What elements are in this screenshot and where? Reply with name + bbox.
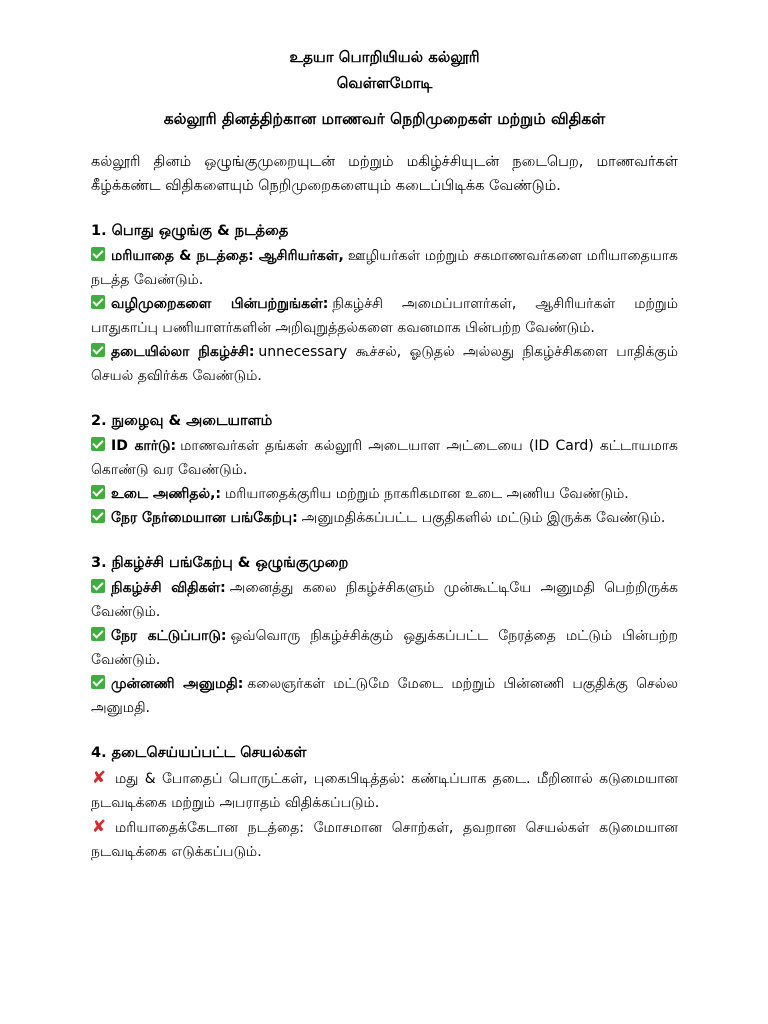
rule-text: அனைத்து கலை நிகழ்ச்சிகளும் முன்கூட்டியே அனுமதி பெற்றிருக்க வேண்டும். xyxy=(91,580,678,620)
college-location: வெள்ளமோடி xyxy=(336,74,433,92)
section-heading: 3. நிகழ்ச்சி பங்கேற்பு & ஒழுங்குமுறை xyxy=(91,555,349,571)
rule-label: மரியாதை & நடத்தை: ஆசிரியர்கள், xyxy=(111,248,344,264)
rule-text: மாணவர்கள் தங்கள் கல்லூரி அடையாள அட்டையை (ID Card) கட்டாயமாக கொண்டு வர வேண்டும். xyxy=(91,438,678,478)
rule-item xyxy=(91,482,678,506)
rule-text: unnecessary கூச்சல், ஓடுதல் அல்லது நிகழ்ச்சிகளை பாதிக்கும் செயல் தவிர்க்க வேண்டும். xyxy=(91,344,678,384)
rule-item xyxy=(91,506,678,530)
rule-item xyxy=(91,576,678,624)
rule-text: மரியாதைக்குரிய மற்றும் நாகரிகமான உடை அணிய வேண்டும். xyxy=(225,486,629,502)
rule-label: உடை அணிதல்,: xyxy=(111,486,222,502)
rule-item xyxy=(91,434,678,482)
check-icon xyxy=(91,627,105,641)
rule-label: நேர நேர்மையான பங்கேற்பு: xyxy=(111,510,298,526)
check-icon xyxy=(91,579,105,593)
rule-text: கலைஞர்கள் மட்டுமே மேடை மற்றும் பின்னணி பகுதிக்கு செல்ல அனுமதி. xyxy=(91,676,678,716)
section-entry-identity xyxy=(91,408,678,530)
rule-label: வழிமுறைகளை பின்பற்றுங்கள்: xyxy=(111,296,329,312)
section-heading: 2. நுழைவு & அடையாளம் xyxy=(91,413,273,429)
rule-item xyxy=(91,340,678,388)
section-prohibited-activities xyxy=(91,740,678,864)
check-icon xyxy=(91,295,105,309)
rule-item xyxy=(91,672,678,720)
rule-text: நிகழ்ச்சி அமைப்பாளர்கள், ஆசிரியர்கள் மற்றும் பாதுகாப்பு பணியாளர்களின் அறிவுறுத்தல்களை கவனமாக பின்பற்ற வேண்டும். xyxy=(91,296,678,336)
check-icon xyxy=(91,247,105,261)
section-general-conduct xyxy=(91,218,678,388)
check-icon xyxy=(91,485,105,499)
check-icon xyxy=(91,509,105,523)
rule-label: நிகழ்ச்சி விதிகள்: xyxy=(111,580,226,596)
rule-item xyxy=(91,766,678,815)
rule-text: மது & போதைப் பொருட்கள், புகைபிடித்தல்: கண்டிப்பாக தடை. மீறினால் கடுமையான நடவடிக்கை மற்றும் அபராதம் விதிக்கப்படும். xyxy=(91,771,678,811)
check-icon xyxy=(91,437,105,451)
rule-text: ஊழியர்கள் மற்றும் சகமாணவர்களை மரியாதையாக நடத்த வேண்டும். xyxy=(91,248,678,288)
cross-icon: ✘ xyxy=(91,817,107,837)
rule-item xyxy=(91,624,678,672)
document-title: கல்லூரி தினத்திற்கான மாணவர் நெறிமுறைகள் மற்றும் விதிகள் xyxy=(163,110,606,128)
check-icon xyxy=(91,675,105,689)
rule-text: மரியாதைக்கேடான நடத்தை: மோசமான சொற்கள், தவறான செயல்கள் கடுமையான நடவடிக்கை எடுக்கப்படும். xyxy=(91,820,678,860)
rule-label: முன்னணி அனுமதி: xyxy=(111,676,244,692)
rule-item xyxy=(91,815,678,864)
rule-label: நேர கட்டுப்பாடு: xyxy=(111,628,227,644)
rule-text: அனுமதிக்கப்பட்ட பகுதிகளில் மட்டும் இருக்க வேண்டும். xyxy=(301,510,666,526)
rule-item xyxy=(91,244,678,292)
rule-item xyxy=(91,292,678,340)
check-icon xyxy=(91,343,105,357)
intro-paragraph: கல்லூரி தினம் ஒழுங்குமுறையுடன் மற்றும் மகிழ்ச்சியுடன் நடைபெற, மாணவர்கள் கீழ்க்கண்ட விதிகளையும் நெறிமுறைகளையும் கடைப்பிடிக்க வேண்டும். xyxy=(91,154,678,194)
rule-label: தடையில்லா நிகழ்ச்சி: xyxy=(111,344,255,360)
section-heading: 1. பொது ஒழுங்கு & நடத்தை xyxy=(91,223,289,239)
rule-label: ID கார்டு: xyxy=(111,438,177,454)
college-name: உதயா பொறியியல் கல்லூரி xyxy=(289,48,480,66)
cross-icon: ✘ xyxy=(91,768,107,788)
section-heading: 4. தடைசெய்யப்பட்ட செயல்கள் xyxy=(91,745,307,761)
section-event-participation xyxy=(91,550,678,720)
rule-text: ஒவ்வொரு நிகழ்ச்சிக்கும் ஒதுக்கப்பட்ட நேரத்தை மட்டும் பின்பற்ற வேண்டும். xyxy=(91,628,678,668)
